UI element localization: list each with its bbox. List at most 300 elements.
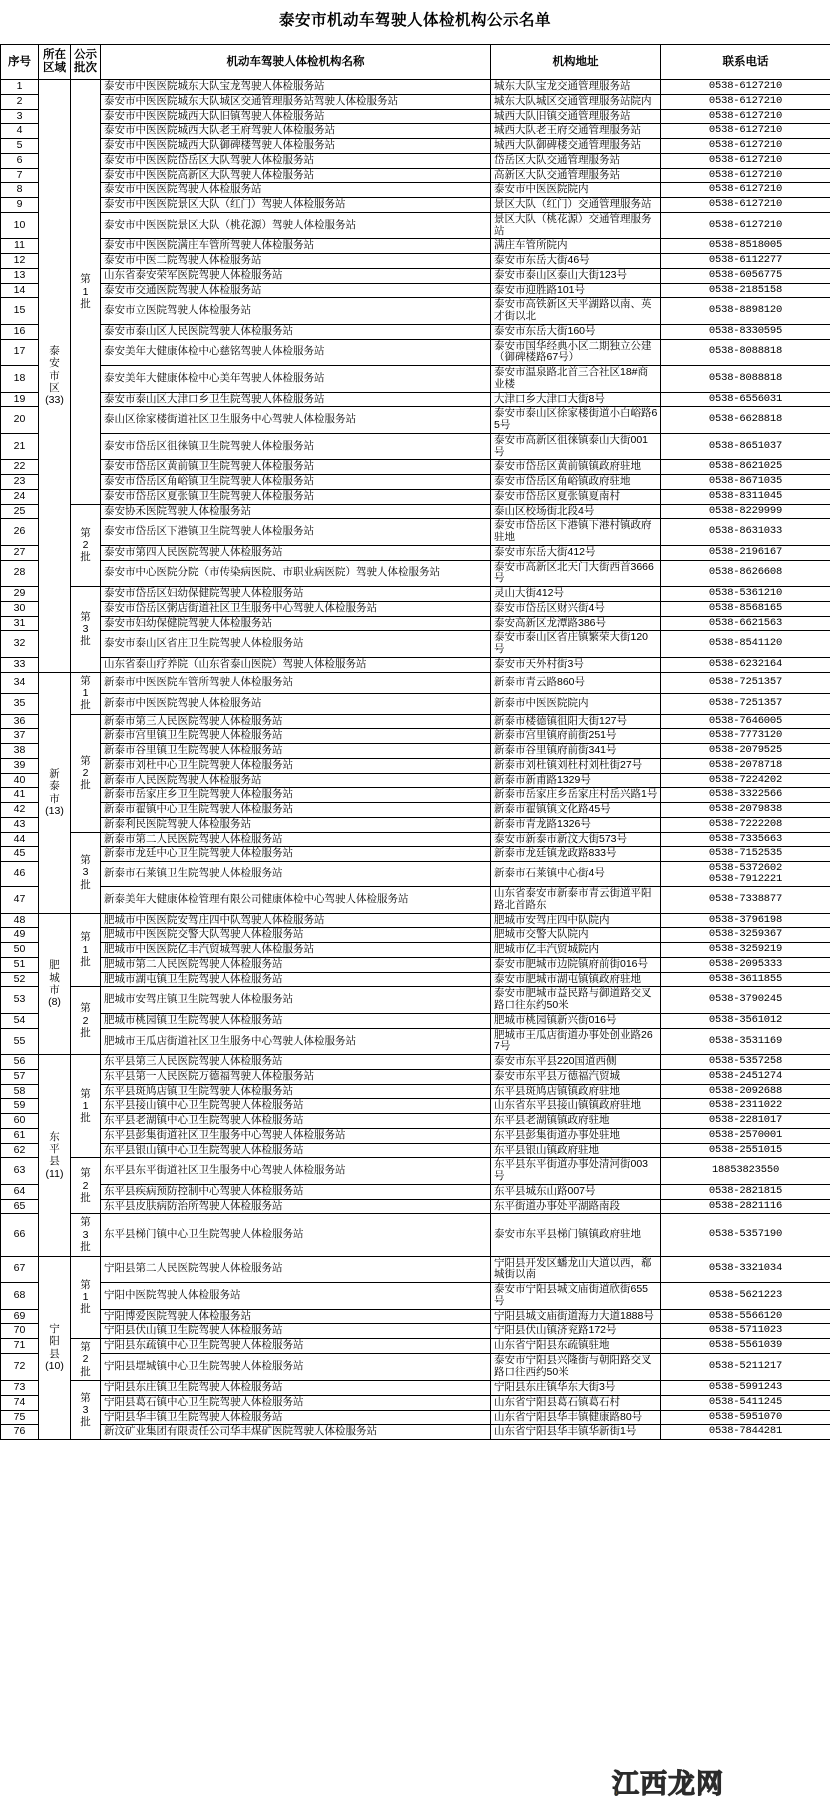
agency-phone: 0538-2551015 bbox=[661, 1143, 830, 1158]
agency-name: 泰安市泰山区大津口乡卫生院驾驶人体检服务站 bbox=[101, 392, 491, 407]
agency-address: 泰山区校场街北段4号 bbox=[491, 504, 661, 519]
agency-phone: 0538-6127210 bbox=[661, 153, 830, 168]
agency-name: 肥城市第二人民医院驾驶人体检服务站 bbox=[101, 957, 491, 972]
table-row bbox=[1, 1184, 830, 1199]
column-header-no: 序号 bbox=[1, 45, 39, 80]
page-title: 泰安市机动车驾驶人体检机构公示名单 bbox=[278, 12, 551, 30]
agency-address: 山东省东平县接山镇镇政府驻地 bbox=[491, 1099, 661, 1114]
row-number: 5 bbox=[1, 139, 39, 154]
agency-address: 新泰市龙廷镇龙政路833号 bbox=[491, 847, 661, 862]
agency-address: 新泰市翟镇镇文化路45号 bbox=[491, 803, 661, 818]
row-number: 42 bbox=[1, 803, 39, 818]
table-row bbox=[1, 788, 830, 803]
agency-address: 城东大队宝龙交通管理服务站 bbox=[491, 80, 661, 95]
row-number: 48 bbox=[1, 913, 39, 928]
agency-phone: 0538-3259219 bbox=[661, 943, 830, 958]
agency-phone: 0538-3259367 bbox=[661, 928, 830, 943]
agency-address: 泰安市国华经典小区二期独立公建（御碑楼路67号） bbox=[491, 339, 661, 366]
agency-address: 泰安市高新区徂徕镇泰山大街001号 bbox=[491, 433, 661, 460]
agency-name: 肥城市桃园镇卫生院驾驶人体检服务站 bbox=[101, 1013, 491, 1028]
batch-cell: 第 3 批 bbox=[71, 1214, 101, 1256]
agency-address: 城西大队老王府交通管理服务站 bbox=[491, 124, 661, 139]
row-number: 20 bbox=[1, 407, 39, 434]
agency-name: 宁阳县伏山镇卫生院驾驶人体检服务站 bbox=[101, 1324, 491, 1339]
row-number: 15 bbox=[1, 298, 39, 325]
agency-name: 泰安市中医医院景区大队（红门）驾驶人体检服务站 bbox=[101, 198, 491, 213]
batch-cell: 第 1 批 bbox=[71, 1256, 101, 1339]
row-number: 73 bbox=[1, 1381, 39, 1396]
agency-name: 泰安市中医医院城东大队城区交通管理服务站驾驶人体检服务站 bbox=[101, 94, 491, 109]
agency-phone: 0538-6127210 bbox=[661, 109, 830, 124]
agency-name: 泰山区徐家楼街道社区卫生服务中心驾驶人体检服务站 bbox=[101, 407, 491, 434]
agency-name: 新泰市岳家庄乡卫生院驾驶人体检服务站 bbox=[101, 788, 491, 803]
agency-name: 泰安市泰山区人民医院驾驶人体检服务站 bbox=[101, 324, 491, 339]
agency-phone: 0538-8088818 bbox=[661, 339, 830, 366]
agency-phone: 0538-7251357 bbox=[661, 693, 830, 714]
agency-address: 满庄车管所院内 bbox=[491, 239, 661, 254]
row-number: 68 bbox=[1, 1283, 39, 1310]
agency-address: 东平街道办事处平湖路南段 bbox=[491, 1199, 661, 1214]
table-row bbox=[1, 1324, 830, 1339]
table-row bbox=[1, 803, 830, 818]
agency-address: 新泰市楼德镇徂阳大街127号 bbox=[491, 714, 661, 729]
agency-name: 新泰市刘杜中心卫生院驾驶人体检服务站 bbox=[101, 758, 491, 773]
agency-address: 景区大队（红门）交通管理服务站 bbox=[491, 198, 661, 213]
agency-name: 东平县皮肤病防治所驾驶人体检服务站 bbox=[101, 1199, 491, 1214]
agency-name: 东平县彭集街道社区卫生服务中心驾驶人体检服务站 bbox=[101, 1128, 491, 1143]
batch-cell: 第 2 批 bbox=[71, 987, 101, 1055]
table-row bbox=[1, 283, 830, 298]
agency-phone: 0538-6621563 bbox=[661, 616, 830, 631]
inspection-agency-table bbox=[0, 44, 830, 1440]
agency-address: 泰安市中医医院院内 bbox=[491, 183, 661, 198]
table-row bbox=[1, 943, 830, 958]
table-row bbox=[1, 1143, 830, 1158]
table-row bbox=[1, 268, 830, 283]
table-row bbox=[1, 1099, 830, 1114]
agency-phone: 0538-6056775 bbox=[661, 268, 830, 283]
table-row bbox=[1, 1425, 830, 1440]
table-row bbox=[1, 212, 830, 239]
agency-phone: 0538-8621025 bbox=[661, 460, 830, 475]
agency-phone: 0538-6127210 bbox=[661, 80, 830, 95]
row-number: 59 bbox=[1, 1099, 39, 1114]
agency-phone: 0538-7222208 bbox=[661, 817, 830, 832]
agency-name: 东平县第一人民医院万德福驾驶人体检服务站 bbox=[101, 1069, 491, 1084]
table-row bbox=[1, 1158, 830, 1185]
table-row bbox=[1, 560, 830, 587]
agency-name: 新泰市翟镇中心卫生院驾驶人体检服务站 bbox=[101, 803, 491, 818]
batch-cell: 第 2 批 bbox=[71, 504, 101, 587]
table-row bbox=[1, 545, 830, 560]
agency-address: 宁阳县城文庙街道海力大道1888号 bbox=[491, 1309, 661, 1324]
table-row bbox=[1, 657, 830, 672]
agency-address: 泰安市泰山区徐家楼街道小白峪路65号 bbox=[491, 407, 661, 434]
agency-name: 新泰市龙廷中心卫生院驾驶人体检服务站 bbox=[101, 847, 491, 862]
agency-phone: 0538-3322566 bbox=[661, 788, 830, 803]
batch-cell: 第 2 批 bbox=[71, 1339, 101, 1381]
row-number: 43 bbox=[1, 817, 39, 832]
agency-name: 肥城市中医医院交警大队驾驶人体检服务站 bbox=[101, 928, 491, 943]
table-row bbox=[1, 601, 830, 616]
agency-name: 新泰市人民医院驾驶人体检服务站 bbox=[101, 773, 491, 788]
agency-phone: 0538-3796198 bbox=[661, 913, 830, 928]
table-row bbox=[1, 587, 830, 602]
agency-address: 泰安市天外村街3号 bbox=[491, 657, 661, 672]
agency-phone: 0538-2821815 bbox=[661, 1184, 830, 1199]
agency-phone: 0538-5357190 bbox=[661, 1214, 830, 1256]
agency-address: 肥城市交警大队院内 bbox=[491, 928, 661, 943]
agency-name: 肥城市中医医院安驾庄四中队驾驶人体检服务站 bbox=[101, 913, 491, 928]
agency-phone: 0538-2092688 bbox=[661, 1084, 830, 1099]
agency-name: 宁阳博爱医院驾驶人体检服务站 bbox=[101, 1309, 491, 1324]
row-number: 67 bbox=[1, 1256, 39, 1283]
agency-address: 泰安市新泰市新汶大街573号 bbox=[491, 832, 661, 847]
batch-cell: 第 3 批 bbox=[71, 587, 101, 673]
agency-address: 大津口乡大津口大街8号 bbox=[491, 392, 661, 407]
agency-name: 新泰市石莱镇卫生院驾驶人体检服务站 bbox=[101, 862, 491, 887]
agency-address: 泰安市岱岳区财兴街4号 bbox=[491, 601, 661, 616]
row-number: 71 bbox=[1, 1339, 39, 1354]
agency-phone: 0538-5991243 bbox=[661, 1381, 830, 1396]
agency-name: 泰安市中医二院驾驶人体检服务站 bbox=[101, 254, 491, 269]
agency-phone: 0538-8518005 bbox=[661, 239, 830, 254]
agency-phone: 0538-8898120 bbox=[661, 298, 830, 325]
column-header-batch: 公示批次 bbox=[71, 45, 101, 80]
agency-address: 肥城市王瓜店街道办事处创业路267号 bbox=[491, 1028, 661, 1055]
agency-address: 泰安市高新区北天门大街西首3666号 bbox=[491, 560, 661, 587]
agency-phone: 0538-2281017 bbox=[661, 1114, 830, 1129]
region-cell: 新 泰 市 (13) bbox=[39, 672, 71, 913]
agency-name: 泰安市岱岳区徂徕镇卫生院驾驶人体检服务站 bbox=[101, 433, 491, 460]
agency-address: 新泰市石莱镇中心街4号 bbox=[491, 862, 661, 887]
agency-phone: 0538-6628818 bbox=[661, 407, 830, 434]
row-number: 8 bbox=[1, 183, 39, 198]
row-number: 51 bbox=[1, 957, 39, 972]
agency-phone: 0538-2095333 bbox=[661, 957, 830, 972]
table-row bbox=[1, 183, 830, 198]
table-row bbox=[1, 168, 830, 183]
agency-phone: 18853823550 bbox=[661, 1158, 830, 1185]
agency-name: 泰安市妇幼保健院驾驶人体检服务站 bbox=[101, 616, 491, 631]
agency-name: 东平县东平街道社区卫生服务中心驾驶人体检服务站 bbox=[101, 1158, 491, 1185]
agency-name: 东平县接山镇中心卫生院驾驶人体检服务站 bbox=[101, 1099, 491, 1114]
agency-phone: 0538-7224202 bbox=[661, 773, 830, 788]
row-number: 23 bbox=[1, 475, 39, 490]
agency-name: 宁阳中医院驾驶人体检服务站 bbox=[101, 1283, 491, 1310]
batch-cell: 第 1 批 bbox=[71, 1055, 101, 1158]
agency-address: 东平县银山镇政府驻地 bbox=[491, 1143, 661, 1158]
row-number: 1 bbox=[1, 80, 39, 95]
agency-name: 肥城市湖屯镇卫生院驾驶人体检服务站 bbox=[101, 972, 491, 987]
table-row bbox=[1, 153, 830, 168]
agency-name: 泰安美年大健康体检中心美年驾驶人体检服务站 bbox=[101, 366, 491, 393]
agency-address: 肥城市桃园镇新兴街016号 bbox=[491, 1013, 661, 1028]
row-number: 41 bbox=[1, 788, 39, 803]
column-header-address: 机构地址 bbox=[491, 45, 661, 80]
table-row bbox=[1, 672, 830, 693]
region-cell: 泰 安 市 区 (33) bbox=[39, 80, 71, 673]
table-row bbox=[1, 1028, 830, 1055]
agency-phone: 0538-7251357 bbox=[661, 672, 830, 693]
table-row bbox=[1, 928, 830, 943]
row-number: 74 bbox=[1, 1395, 39, 1410]
agency-address: 泰安高新区龙潭路386号 bbox=[491, 616, 661, 631]
batch-cell: 第 2 批 bbox=[71, 714, 101, 832]
agency-address: 泰安市东平县220国道西侧 bbox=[491, 1055, 661, 1070]
agency-name: 泰安市立医院驾驶人体检服务站 bbox=[101, 298, 491, 325]
agency-phone: 0538-3561012 bbox=[661, 1013, 830, 1028]
table-row bbox=[1, 124, 830, 139]
batch-cell: 第 3 批 bbox=[71, 832, 101, 913]
agency-name: 肥城市安驾庄镇卫生院驾驶人体检服务站 bbox=[101, 987, 491, 1014]
agency-name: 泰安市泰山区省庄卫生院驾驶人体检服务站 bbox=[101, 631, 491, 658]
agency-phone: 0538-2311022 bbox=[661, 1099, 830, 1114]
agency-phone: 0538-7844281 bbox=[661, 1425, 830, 1440]
agency-phone: 0538-5372602 0538-7912221 bbox=[661, 862, 830, 887]
table-row bbox=[1, 847, 830, 862]
row-number: 6 bbox=[1, 153, 39, 168]
agency-name: 新泰市第二人民医院驾驶人体检服务站 bbox=[101, 832, 491, 847]
title-table bbox=[0, 0, 830, 44]
agency-phone: 0538-8631033 bbox=[661, 519, 830, 546]
table-row bbox=[1, 1069, 830, 1084]
column-header-region: 所在区域 bbox=[39, 45, 71, 80]
agency-phone: 0538-2185158 bbox=[661, 283, 830, 298]
agency-name: 宁阳县第二人民医院驾驶人体检服务站 bbox=[101, 1256, 491, 1283]
row-number: 62 bbox=[1, 1143, 39, 1158]
agency-address: 岱岳区大队交通管理服务站 bbox=[491, 153, 661, 168]
table-row bbox=[1, 109, 830, 124]
agency-address: 新泰市中医医院院内 bbox=[491, 693, 661, 714]
row-number: 58 bbox=[1, 1084, 39, 1099]
agency-name: 肥城市王瓜店街道社区卫生服务中心驾驶人体检服务站 bbox=[101, 1028, 491, 1055]
agency-name: 东平县疾病预防控制中心驾驶人体检服务站 bbox=[101, 1184, 491, 1199]
agency-name: 新泰市第三人民医院驾驶人体检服务站 bbox=[101, 714, 491, 729]
row-number: 17 bbox=[1, 339, 39, 366]
agency-address: 城西大队旧镇交通管理服务站 bbox=[491, 109, 661, 124]
agency-address: 泰安市肥城市边院镇府前街016号 bbox=[491, 957, 661, 972]
row-number: 65 bbox=[1, 1199, 39, 1214]
agency-name: 泰安市中医医院岱岳区大队驾驶人体检服务站 bbox=[101, 153, 491, 168]
row-number: 75 bbox=[1, 1410, 39, 1425]
agency-phone: 0538-6127210 bbox=[661, 198, 830, 213]
row-number: 9 bbox=[1, 198, 39, 213]
row-number: 33 bbox=[1, 657, 39, 672]
table-row bbox=[1, 1395, 830, 1410]
watermark-text: 江西龙网 bbox=[612, 1769, 724, 1800]
table-row bbox=[1, 475, 830, 490]
row-number: 19 bbox=[1, 392, 39, 407]
agency-name: 泰安市中医医院驾驶人体检服务站 bbox=[101, 183, 491, 198]
agency-address: 泰安市东岳大街160号 bbox=[491, 324, 661, 339]
table-row bbox=[1, 744, 830, 759]
agency-phone: 0538-8541120 bbox=[661, 631, 830, 658]
row-number: 49 bbox=[1, 928, 39, 943]
row-number: 76 bbox=[1, 1425, 39, 1440]
agency-address: 东平县老湖镇镇政府驻地 bbox=[491, 1114, 661, 1129]
table-row bbox=[1, 139, 830, 154]
batch-cell: 第 1 批 bbox=[71, 672, 101, 714]
table-row bbox=[1, 957, 830, 972]
agency-name: 新泰市中医医院车管所驾驶人体检服务站 bbox=[101, 672, 491, 693]
table-row bbox=[1, 693, 830, 714]
agency-phone: 0538-6556031 bbox=[661, 392, 830, 407]
agency-phone: 0538-2570001 bbox=[661, 1128, 830, 1143]
row-number: 39 bbox=[1, 758, 39, 773]
agency-address: 新泰市岳家庄乡岳家庄村岳兴路1号 bbox=[491, 788, 661, 803]
table-row bbox=[1, 324, 830, 339]
agency-phone: 0538-7152535 bbox=[661, 847, 830, 862]
agency-name: 泰安市中心医院分院（市传染病医院、市职业病医院）驾驶人体检服务站 bbox=[101, 560, 491, 587]
row-number: 22 bbox=[1, 460, 39, 475]
agency-phone: 0538-8311045 bbox=[661, 489, 830, 504]
agency-phone: 0538-6127210 bbox=[661, 94, 830, 109]
batch-cell: 第 1 批 bbox=[71, 913, 101, 987]
agency-address: 泰安市肥城市湖屯镇镇政府驻地 bbox=[491, 972, 661, 987]
table-row bbox=[1, 631, 830, 658]
agency-address: 泰安市泰山区泰山大街123号 bbox=[491, 268, 661, 283]
agency-phone: 0538-8671035 bbox=[661, 475, 830, 490]
agency-address: 泰安市东岳大街412号 bbox=[491, 545, 661, 560]
row-number: 50 bbox=[1, 943, 39, 958]
agency-name: 泰安美年大健康体检中心慈铭驾驶人体检服务站 bbox=[101, 339, 491, 366]
row-number: 4 bbox=[1, 124, 39, 139]
row-number: 56 bbox=[1, 1055, 39, 1070]
row-number: 69 bbox=[1, 1309, 39, 1324]
agency-name: 宁阳县华丰镇卫生院驾驶人体检服务站 bbox=[101, 1410, 491, 1425]
agency-phone: 0538-6127210 bbox=[661, 124, 830, 139]
agency-address: 肥城市安驾庄四中队院内 bbox=[491, 913, 661, 928]
agency-address: 泰安市东平县梯门镇镇政府驻地 bbox=[491, 1214, 661, 1256]
agency-name: 新泰美年大健康体检管理有限公司健康体检中心驾驶人体检服务站 bbox=[101, 887, 491, 914]
row-number: 44 bbox=[1, 832, 39, 847]
row-number: 61 bbox=[1, 1128, 39, 1143]
table-row bbox=[1, 407, 830, 434]
table-row bbox=[1, 972, 830, 987]
agency-phone: 0538-6127210 bbox=[661, 168, 830, 183]
agency-name: 泰安市第四人民医院驾驶人体检服务站 bbox=[101, 545, 491, 560]
agency-phone: 0538-6127210 bbox=[661, 139, 830, 154]
agency-address: 山东省宁阳县葛石镇葛石村 bbox=[491, 1395, 661, 1410]
table-row bbox=[1, 198, 830, 213]
agency-address: 城西大队御碑楼交通管理服务站 bbox=[491, 139, 661, 154]
row-number: 29 bbox=[1, 587, 39, 602]
agency-phone: 0538-5566120 bbox=[661, 1309, 830, 1324]
row-number: 27 bbox=[1, 545, 39, 560]
agency-phone: 0538-5621223 bbox=[661, 1283, 830, 1310]
row-number: 14 bbox=[1, 283, 39, 298]
table-row bbox=[1, 519, 830, 546]
agency-phone: 0538-8229999 bbox=[661, 504, 830, 519]
agency-address: 泰安市宁阳县城文庙街道欣街655号 bbox=[491, 1283, 661, 1310]
table-row bbox=[1, 616, 830, 631]
agency-address: 山东省宁阳县东疏镇驻地 bbox=[491, 1339, 661, 1354]
region-cell: 东 平 县 (11) bbox=[39, 1055, 71, 1256]
agency-name: 宁阳县葛石镇中心卫生院驾驶人体检服务站 bbox=[101, 1395, 491, 1410]
agency-name: 新泰市中医医院驾驶人体检服务站 bbox=[101, 693, 491, 714]
row-number: 55 bbox=[1, 1028, 39, 1055]
row-number: 25 bbox=[1, 504, 39, 519]
row-number: 7 bbox=[1, 168, 39, 183]
agency-name: 东平县斑鸠店镇卫生院驾驶人体检服务站 bbox=[101, 1084, 491, 1099]
agency-phone: 0538-5951070 bbox=[661, 1410, 830, 1425]
row-number: 28 bbox=[1, 560, 39, 587]
agency-phone: 0538-2451274 bbox=[661, 1069, 830, 1084]
table-row bbox=[1, 1256, 830, 1283]
row-number: 40 bbox=[1, 773, 39, 788]
agency-name: 山东省泰安荣军医院驾驶人体检服务站 bbox=[101, 268, 491, 283]
row-number: 16 bbox=[1, 324, 39, 339]
table-row bbox=[1, 254, 830, 269]
row-number: 31 bbox=[1, 616, 39, 631]
agency-phone: 0538-2078718 bbox=[661, 758, 830, 773]
agency-phone: 0538-6112277 bbox=[661, 254, 830, 269]
row-number: 34 bbox=[1, 672, 39, 693]
agency-address: 新泰市新甫路1329号 bbox=[491, 773, 661, 788]
agency-address: 泰安市岱岳区角峪镇政府驻地 bbox=[491, 475, 661, 490]
table-row bbox=[1, 987, 830, 1014]
agency-name: 泰安市中医医院景区大队（桃花源）驾驶人体检服务站 bbox=[101, 212, 491, 239]
batch-cell: 第 1 批 bbox=[71, 80, 101, 505]
agency-address: 泰安市东平县万德福汽贸城 bbox=[491, 1069, 661, 1084]
row-number: 13 bbox=[1, 268, 39, 283]
table-row bbox=[1, 729, 830, 744]
row-number: 11 bbox=[1, 239, 39, 254]
table-row bbox=[1, 1013, 830, 1028]
agency-phone: 0538-8626608 bbox=[661, 560, 830, 587]
table-row bbox=[1, 1114, 830, 1129]
table-row bbox=[1, 1128, 830, 1143]
agency-name: 泰安协禾医院驾驶人体检服务站 bbox=[101, 504, 491, 519]
agency-name: 泰安市中医医院城西大队老王府驾驶人体检服务站 bbox=[101, 124, 491, 139]
row-number: 46 bbox=[1, 862, 39, 887]
agency-phone: 0538-3531169 bbox=[661, 1028, 830, 1055]
agency-phone: 0538-8568165 bbox=[661, 601, 830, 616]
agency-name: 泰安市交通医院驾驶人体检服务站 bbox=[101, 283, 491, 298]
agency-phone: 0538-2821116 bbox=[661, 1199, 830, 1214]
agency-name: 新泰利民医院驾驶人体检服务站 bbox=[101, 817, 491, 832]
agency-address: 新泰市青龙路1326号 bbox=[491, 817, 661, 832]
row-number: 21 bbox=[1, 433, 39, 460]
agency-address: 泰安市岱岳区下港镇下港村镇政府驻地 bbox=[491, 519, 661, 546]
agency-name: 东平县银山镇中心卫生院驾驶人体检服务站 bbox=[101, 1143, 491, 1158]
agency-phone: 0538-5361210 bbox=[661, 587, 830, 602]
agency-address: 灵山大街412号 bbox=[491, 587, 661, 602]
table-row bbox=[1, 773, 830, 788]
agency-name: 宁阳县堽城镇中心卫生院驾驶人体检服务站 bbox=[101, 1354, 491, 1381]
agency-address: 新泰市宫里镇府前街251号 bbox=[491, 729, 661, 744]
row-number: 32 bbox=[1, 631, 39, 658]
agency-address: 泰安市岱岳区黄前镇镇政府驻地 bbox=[491, 460, 661, 475]
table-row bbox=[1, 758, 830, 773]
agency-address: 新泰市青云路860号 bbox=[491, 672, 661, 693]
agency-name: 泰安市岱岳区角峪镇卫生院驾驶人体检服务站 bbox=[101, 475, 491, 490]
agency-name: 山东省泰山疗养院（山东省泰山医院）驾驶人体检服务站 bbox=[101, 657, 491, 672]
row-number: 24 bbox=[1, 489, 39, 504]
agency-phone: 0538-5711023 bbox=[661, 1324, 830, 1339]
agency-name: 泰安市岱岳区夏张镇卫生院驾驶人体检服务站 bbox=[101, 489, 491, 504]
agency-phone: 0538-6232164 bbox=[661, 657, 830, 672]
agency-phone: 0538-7773120 bbox=[661, 729, 830, 744]
row-number: 66 bbox=[1, 1214, 39, 1256]
agency-phone: 0538-8088818 bbox=[661, 366, 830, 393]
agency-phone: 0538-2079838 bbox=[661, 803, 830, 818]
agency-address: 山东省泰安市新泰市青云街道平阳路北首路东 bbox=[491, 887, 661, 914]
table-row bbox=[1, 913, 830, 928]
table-row bbox=[1, 94, 830, 109]
agency-phone: 0538-2079525 bbox=[661, 744, 830, 759]
